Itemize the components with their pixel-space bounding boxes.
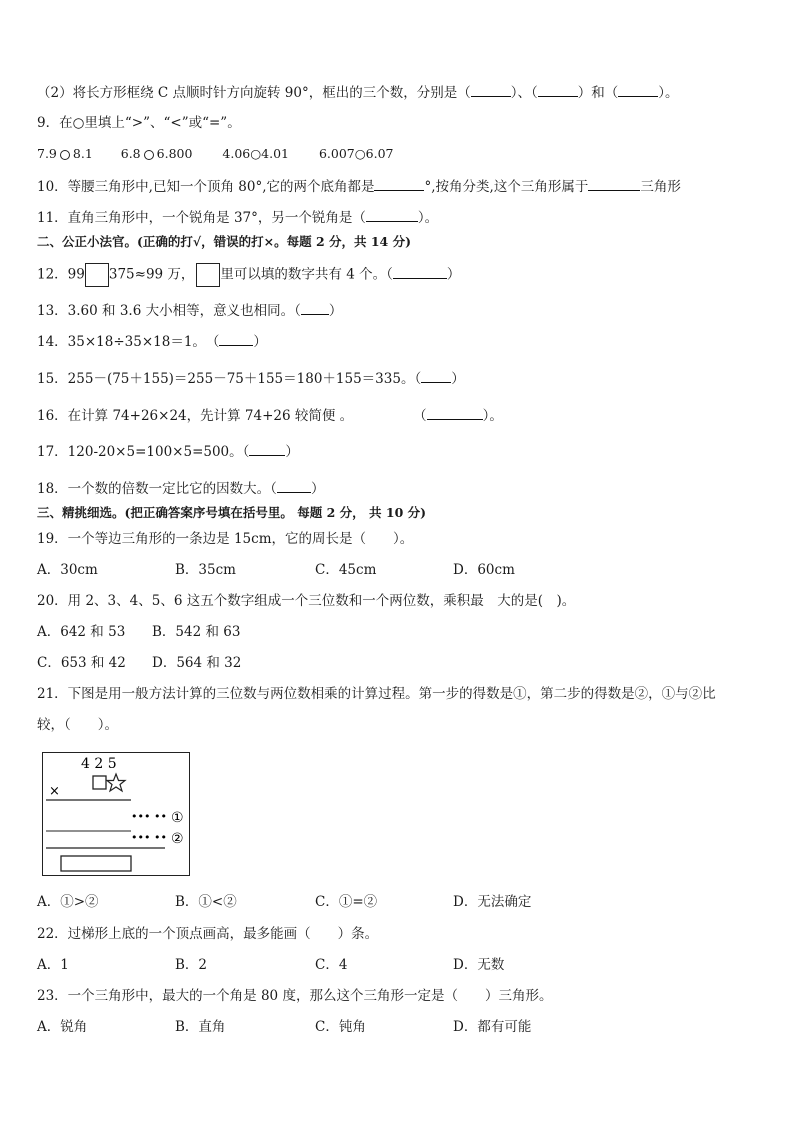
q23-option-c[interactable]: C．钝角 bbox=[315, 1019, 366, 1035]
q9-c4: 6.007○6.07 bbox=[318, 146, 394, 161]
dots-marker-2: ••• •• bbox=[131, 831, 167, 844]
q13-pre: 13．3.60 和 3.6 大小相等，意义也相同。（ bbox=[37, 303, 301, 319]
q8-2-blank-3[interactable] bbox=[618, 82, 658, 97]
q11-pre: 11．直角三角形中，一个锐角是 37°，另一个锐角是（ bbox=[37, 210, 366, 226]
q21-option-c[interactable]: C．①=② bbox=[315, 894, 378, 910]
q8-2-pre: （2）将长方形框绕 C 点顺时针方向旋转 90°，框出的三个数，分别是（ bbox=[37, 85, 471, 101]
q16-line bbox=[37, 405, 503, 425]
q14-blank[interactable] bbox=[219, 331, 253, 346]
q16-end: ）。 bbox=[482, 408, 503, 424]
q17-pre: 17．120-20×5=100×5=500。（ bbox=[37, 444, 250, 460]
q21-stem-1: 21．下图是用一般方法计算的三位数与两位数相乘的计算过程。第一步的得数是①，第二步的得数是②，①与②比 bbox=[37, 686, 716, 702]
q17-line bbox=[37, 441, 299, 461]
multiplication-figure bbox=[42, 752, 190, 876]
q14-pre: 14．35×18÷35×18＝1。 （ bbox=[37, 334, 220, 350]
fig-mark-2: ② bbox=[171, 831, 184, 847]
q16-blank[interactable] bbox=[427, 405, 483, 420]
q10-mid: °,按角分类,这个三角形属于 bbox=[424, 179, 589, 195]
q13-blank[interactable] bbox=[301, 300, 329, 315]
q9-items bbox=[37, 145, 393, 163]
q12-line bbox=[37, 263, 460, 287]
q19-option-d[interactable]: D．60cm bbox=[453, 562, 515, 578]
q23-option-d[interactable]: D．都有可能 bbox=[453, 1019, 532, 1035]
q19-option-a[interactable]: A．30cm bbox=[37, 562, 98, 578]
q8-2-line bbox=[37, 82, 678, 102]
q16-mid: （ bbox=[413, 408, 427, 424]
q10-pre: 10．等腰三角形中,已知一个顶角 80°,它的两个底角都是 bbox=[37, 179, 375, 195]
q18-blank[interactable] bbox=[277, 478, 311, 493]
q21-option-a[interactable]: A．①>② bbox=[37, 894, 99, 910]
star-icon bbox=[107, 774, 125, 791]
q22-option-c[interactable]: C．4 bbox=[315, 957, 348, 973]
q21-stem-2: 较，（ ）。 bbox=[37, 717, 118, 733]
q12-end: ） bbox=[446, 266, 461, 283]
q8-2-sep1: ）、（ bbox=[510, 85, 538, 101]
q21-option-b[interactable]: B．①<② bbox=[175, 894, 237, 910]
q22-stem: 22．过梯形上底的一个顶点画高，最多能画（ ）条。 bbox=[37, 926, 379, 942]
q20-option-c[interactable]: C．653 和 42 bbox=[37, 655, 126, 671]
q23-option-b[interactable]: B．直角 bbox=[175, 1019, 226, 1035]
q20-option-d[interactable]: D．564 和 32 bbox=[152, 655, 242, 671]
q10-end: 三角形 bbox=[640, 179, 681, 195]
q13-line bbox=[37, 300, 342, 320]
q11-blank[interactable] bbox=[366, 207, 418, 222]
q15-end: ） bbox=[451, 371, 465, 387]
digit-box[interactable] bbox=[85, 263, 109, 287]
q12-blank[interactable] bbox=[393, 264, 447, 279]
section-3-title: 三、精挑细选。(把正确答案序号填在括号里。 每题 2 分， 共 10 分) bbox=[37, 505, 427, 520]
q8-2-sep2: ）和（ bbox=[577, 85, 619, 101]
q19-option-b[interactable]: B．35cm bbox=[175, 562, 236, 578]
q15-pre: 15．255－(75＋155)＝255－75＋155＝180＋155＝335。（ bbox=[37, 371, 422, 387]
q17-blank[interactable] bbox=[249, 441, 285, 456]
q11-end: ）。 bbox=[417, 210, 439, 226]
section-2-title: 二、公正小法官。(正确的打√，错误的打×。每题 2 分，共 14 分) bbox=[37, 234, 412, 249]
q20-option-a[interactable]: A．642 和 53 bbox=[37, 624, 126, 640]
q8-2-blank-1[interactable] bbox=[471, 82, 511, 97]
q18-pre: 18．一个数的倍数一定比它的因数大。（ bbox=[37, 481, 277, 497]
q20-stem: 20．用 2、3、4、5、6 这五个数字组成一个三位数和一个两位数，乘积最 大的是( )。 bbox=[37, 593, 576, 609]
q10-blank-1[interactable] bbox=[374, 176, 424, 191]
q15-line bbox=[37, 368, 465, 388]
q22-option-b[interactable]: B．2 bbox=[175, 957, 208, 973]
q12-b: 375≈99 万， bbox=[108, 266, 195, 283]
q14-end: ） bbox=[253, 334, 267, 350]
q22-option-d[interactable]: D．无数 bbox=[453, 957, 505, 973]
q19-stem: 19．一个等边三角形的一条边是 15cm，它的周长是（ ）。 bbox=[37, 531, 414, 547]
q18-line bbox=[37, 478, 324, 498]
q18-end: ） bbox=[310, 481, 325, 497]
q12-c: 里可以填的数字共有 4 个。（ bbox=[220, 266, 393, 283]
compare-circle-icon[interactable] bbox=[144, 150, 154, 160]
q13-end: ） bbox=[328, 303, 343, 319]
q15-blank[interactable] bbox=[421, 368, 451, 383]
q10-blank-2[interactable] bbox=[588, 176, 640, 191]
q9-c2b: 6.800 bbox=[156, 146, 193, 161]
result-box[interactable] bbox=[61, 856, 131, 871]
q8-2-blank-2[interactable] bbox=[538, 82, 578, 97]
digit-box[interactable] bbox=[196, 263, 220, 287]
fig-number-425: 4 2 5 bbox=[81, 756, 117, 772]
q9-c1b: 8.1 bbox=[72, 146, 93, 161]
square-icon bbox=[93, 776, 106, 789]
q9-c3: 4.06○4.01 bbox=[222, 146, 289, 161]
q17-end: ） bbox=[285, 444, 299, 460]
multiplication-figure-svg bbox=[43, 753, 191, 877]
compare-circle-icon[interactable] bbox=[60, 150, 70, 160]
q8-2-end: ）。 bbox=[658, 85, 679, 101]
q20-option-b[interactable]: B．542 和 63 bbox=[152, 624, 241, 640]
q10-line bbox=[37, 176, 681, 196]
q9-c1a: 7.9 bbox=[37, 146, 57, 161]
q9-title: 9．在○里填上“>”、“<”或“=”。 bbox=[37, 115, 241, 131]
dots-marker-1: ••• •• bbox=[131, 810, 167, 823]
q22-option-a[interactable]: A．1 bbox=[37, 957, 69, 973]
q23-stem: 23．一个三角形中，最大的一个角是 80 度，那么这个三角形一定是（ ）三角形。 bbox=[37, 988, 553, 1004]
q11-line bbox=[37, 207, 438, 227]
q21-option-d[interactable]: D．无法确定 bbox=[453, 894, 532, 910]
q19-option-c[interactable]: C．45cm bbox=[315, 562, 377, 578]
q14-line bbox=[37, 331, 267, 351]
fig-times-sign: × bbox=[49, 784, 60, 799]
q12-a: 12．99 bbox=[37, 266, 85, 283]
q23-option-a[interactable]: A．锐角 bbox=[37, 1019, 88, 1035]
q16-pre: 16．在计算 74+26×24，先计算 74+26 较简便 。 bbox=[37, 408, 354, 424]
q9-c2a: 6.8 bbox=[120, 146, 141, 161]
fig-mark-1: ① bbox=[171, 810, 184, 826]
